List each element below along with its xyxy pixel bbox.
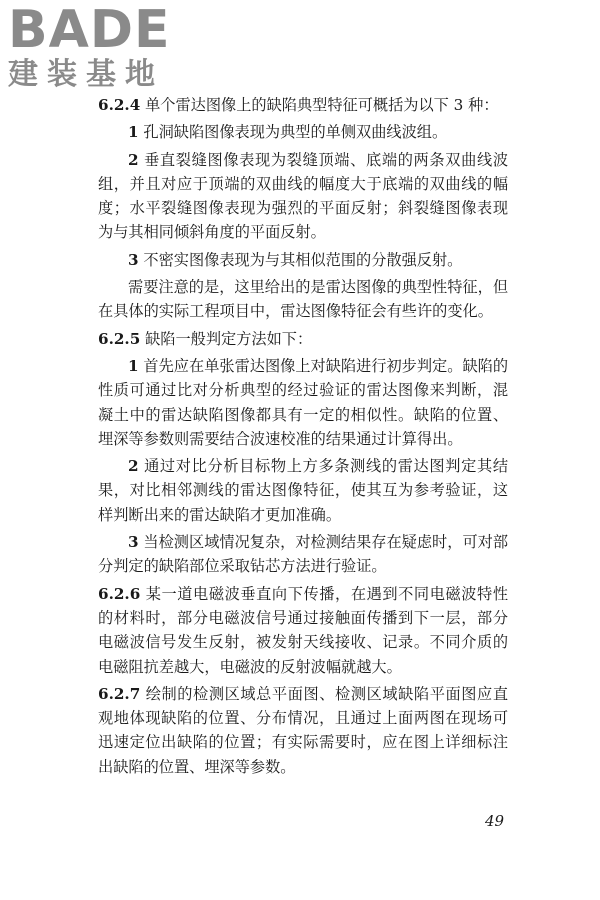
section-paragraph (98, 93, 508, 117)
paragraph-number: 6.2.7 (98, 684, 141, 703)
document-body (98, 93, 508, 782)
paragraph-text: 当检测区域情况复杂，对检测结果存在疑虑时，可对部分判定的缺陷部位采取钻芯方法进行验证。 (98, 533, 509, 576)
list-item-paragraph (98, 530, 508, 579)
logo-subtitle: 建装基地 (8, 57, 164, 92)
list-item-paragraph (98, 120, 508, 144)
paragraph-number: 6.2.5 (98, 329, 141, 348)
list-item-paragraph (98, 354, 508, 451)
paragraph-number: 6.2.4 (98, 96, 141, 114)
paragraph-text: 不密实图像表现为与其相似范围的分散强反射。 (143, 250, 463, 269)
paragraph-number: 1 (128, 356, 139, 375)
logo (8, 0, 178, 92)
paragraph-number: 2 (128, 150, 139, 169)
paragraph-text: 需要注意的是，这里给出的是雷达图像的典型性特征，但在具体的实际工程项目中，雷达图像特征会有些许的变化。 (98, 278, 508, 321)
section-paragraph (98, 582, 508, 679)
note-paragraph (98, 275, 508, 324)
paragraph-number: 2 (128, 457, 139, 476)
logo-wordmark: BADE (8, 0, 171, 60)
list-item-paragraph (98, 248, 508, 272)
section-paragraph (98, 682, 508, 779)
section-paragraph (98, 327, 508, 351)
paragraph-text: 垂直裂缝图像表现为裂缝顶端、底端的两条双曲线波组，并且对应于顶端的双曲线的幅度大于底端的双曲线的幅度；水平裂缝图像表现为强烈的平面反射；斜裂缝图像表现为与其相同倾斜角度的平面反射。 (98, 150, 509, 242)
list-item-paragraph (98, 454, 508, 527)
paragraph-text: 通过对比分析目标物上方多条测线的雷达图判定其结果，对比相邻测线的雷达图像特征，使其互为参考验证，这样判断出来的雷达缺陷才更加准确。 (98, 457, 509, 524)
paragraph-text: 某一道电磁波垂直向下传播，在遇到不同电磁波特性的材料时，部分电磁波信号通过接触面传播到下一层，部分电磁波信号发生反射，被发射天线接收、记录。不同介质的电磁阻抗差越大，电磁波的反射波幅就越大。 (98, 584, 509, 676)
list-item-paragraph (98, 148, 508, 245)
paragraph-text: 单个雷达图像上的缺陷典型特征可概括为以下 3 种： (145, 96, 499, 114)
page-number: 49 (485, 812, 505, 830)
paragraph-text: 绘制的检测区域总平面图、检测区域缺陷平面图应直观地体现缺陷的位置、分布情况，且通过上面两图在现场可迅速定位出缺陷的位置；有实际需要时，应在图上详细标注出缺陷的位置、埋深等参数。 (98, 684, 509, 776)
paragraph-number: 1 (128, 123, 139, 142)
paragraph-text: 首先应在单张雷达图像上对缺陷进行初步判定。缺陷的性质可通过比对分析典型的经过验证的雷达图像来判断，混凝土中的雷达缺陷图像都具有一定的相似性。缺陷的位置、埋深等参数则需要结合波速校准的结果通过计算得出。 (98, 356, 509, 448)
paragraph-number: 3 (128, 250, 139, 269)
paragraph-number: 3 (128, 533, 139, 552)
paragraph-text: 孔洞缺陷图像表现为典型的单侧双曲线波组。 (143, 123, 448, 142)
paragraph-text: 缺陷一般判定方法如下： (145, 329, 313, 348)
paragraph-number: 6.2.6 (98, 584, 141, 603)
